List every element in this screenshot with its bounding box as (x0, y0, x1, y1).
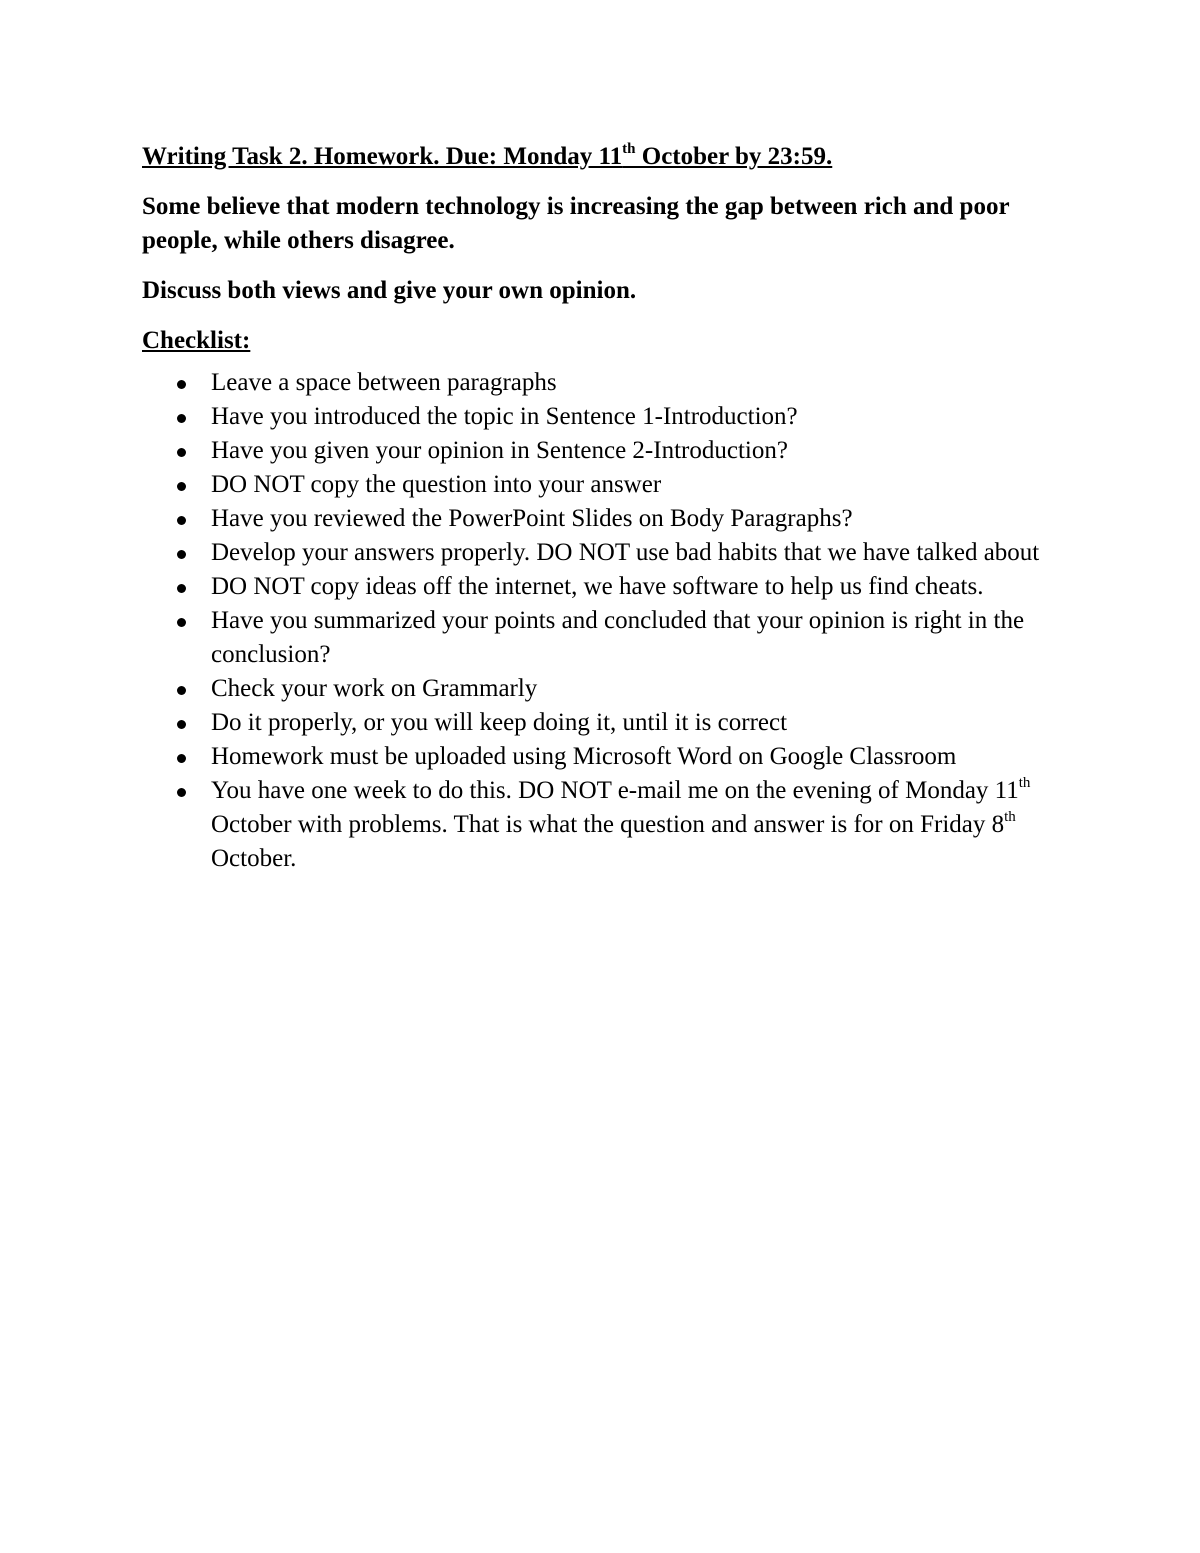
checklist-item (142, 366, 1072, 400)
checklist-item-last (142, 774, 1072, 876)
essay-instruction: Discuss both views and give your own opinion. (142, 277, 637, 304)
checklist-item (142, 434, 1072, 468)
bullet-icon (177, 550, 186, 559)
ordinal-suffix: th (1004, 808, 1016, 825)
document-content (142, 140, 1072, 876)
checklist-item (142, 536, 1072, 570)
bullet-icon (177, 720, 186, 729)
bullet-icon (177, 448, 186, 457)
checklist-heading: Checklist: (142, 327, 251, 354)
last-item-text-end: October. (211, 845, 297, 872)
bullet-icon (177, 414, 186, 423)
checklist-item (142, 400, 1072, 434)
checklist-item-text: Have you summarized your points and concluded that your opinion is right in the conclusion? (211, 607, 1025, 668)
checklist-item (142, 740, 1072, 774)
checklist-item (142, 604, 1072, 672)
ordinal-suffix: th (1018, 774, 1031, 791)
checklist-item (142, 570, 1072, 604)
checklist-item-text: Do it properly, or you will keep doing it, until it is correct (211, 709, 788, 736)
checklist-item-text: DO NOT copy the question into your answer (211, 471, 662, 498)
checklist-item (142, 706, 1072, 740)
checklist-item-text: Have you given your opinion in Sentence 2-Introduction? (211, 437, 788, 464)
bullet-icon (177, 788, 186, 797)
checklist-item-text: Check your work on Grammarly (211, 675, 538, 702)
title-text-end: October by 23:59. (635, 143, 833, 170)
checklist-item-text: Homework must be uploaded using Microsoft Word on Google Classroom (211, 743, 957, 770)
title-text: Writing Task 2. Homework. Due: Monday 11 (142, 143, 623, 170)
bullet-icon (177, 686, 186, 695)
checklist-item-text: Leave a space between paragraphs (211, 369, 557, 396)
checklist-item-text: Develop your answers properly. DO NOT use bad habits that we have talked about (211, 539, 1040, 566)
essay-prompt: Some believe that modern technology is increasing the gap between rich and poor people, while others disagree. (142, 193, 1010, 254)
bullet-icon (177, 618, 186, 627)
checklist-item (142, 502, 1072, 536)
bullet-icon (177, 482, 186, 491)
checklist-item-text: Have you reviewed the PowerPoint Slides on Body Paragraphs? (211, 505, 853, 532)
checklist-item-text: DO NOT copy ideas off the internet, we have software to help us find cheats. (211, 573, 984, 600)
checklist-item-text: Have you introduced the topic in Sentence 1-Introduction? (211, 403, 798, 430)
checklist-item (142, 672, 1072, 706)
bullet-icon (177, 380, 186, 389)
title-ordinal-suffix: th (622, 140, 636, 157)
bullet-icon (177, 584, 186, 593)
checklist-item (142, 468, 1072, 502)
bullet-icon (177, 516, 186, 525)
assignment-title (142, 140, 1072, 174)
checklist (142, 366, 1072, 876)
last-item-text-middle: October with problems. That is what the question and answer is for on Friday 8 (211, 811, 1005, 838)
last-item-text: You have one week to do this. DO NOT e-mail me on the evening of Monday 11 (211, 777, 1019, 804)
bullet-icon (177, 754, 186, 763)
